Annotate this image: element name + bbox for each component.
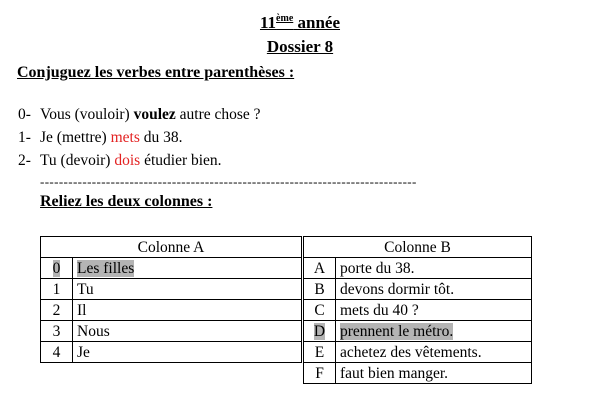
table-row: 0 Les filles: [41, 258, 302, 279]
exercise-item-0: 0- Vous (vouloir) voulez autre chose ?: [18, 106, 261, 123]
column-a-table: [40, 236, 302, 363]
answer-dois: dois: [114, 152, 141, 169]
exercise2-instruction: Reliez les deux colonnes :: [40, 193, 213, 210]
column-b-table: [303, 236, 532, 384]
table-row: D prennent le métro.: [304, 321, 532, 342]
dossier-title: Dossier 8: [266, 37, 334, 56]
exercise1-instruction: Conjuguez les verbes entre parenthèses :: [17, 64, 295, 81]
table-row: 1 Tu: [41, 279, 302, 300]
table-row: E achetez des vêtements.: [304, 342, 532, 363]
answer-mets: mets: [110, 129, 140, 146]
exercise-item-1: 1- Je (mettre) mets du 38.: [18, 129, 183, 146]
table-row: 3 Nous: [41, 321, 302, 342]
answer-voulez: voulez: [133, 106, 176, 123]
table-row: F faut bien manger.: [304, 363, 532, 384]
exercise-item-2: 2- Tu (devoir) dois étudier bien.: [18, 152, 222, 169]
dashed-separator: --------------------------------------------------------------------------------: [40, 174, 417, 189]
table-row: 4 Je: [41, 342, 302, 363]
column-b-header: Colonne B: [304, 237, 532, 258]
column-a-header: Colonne A: [41, 237, 302, 258]
table-row: B devons dormir tôt.: [304, 279, 532, 300]
table-row: C mets du 40 ?: [304, 300, 532, 321]
grade-title: 11ème année: [259, 13, 341, 32]
table-row: 2 Il: [41, 300, 302, 321]
table-row: A porte du 38.: [304, 258, 532, 279]
